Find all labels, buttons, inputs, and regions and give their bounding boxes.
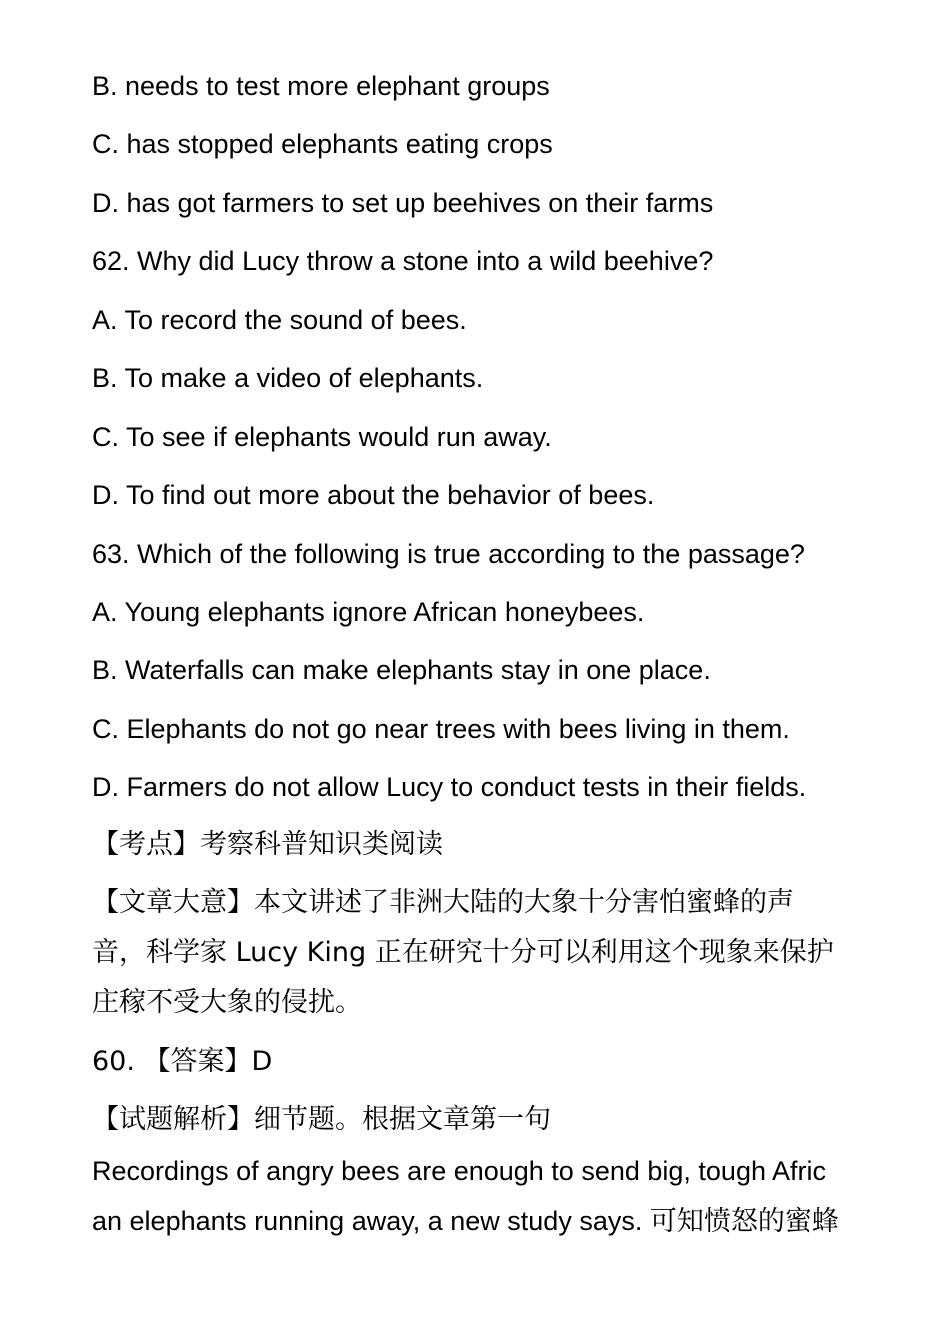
quote-line-2: an elephants running away, a new study says. 可知愤怒的蜜蜂 [92, 1206, 839, 1236]
analysis-heading: 【试题解析】细节题。根据文章第一句 [92, 1104, 551, 1135]
quote-line-1: Recordings of angry bees are enough to send big, tough Afric [92, 1156, 826, 1186]
q62-option-a: A. To record the sound of bees. [92, 305, 467, 335]
q63-option-b: B. Waterfalls can make elephants stay in one place. [92, 655, 711, 685]
q61-option-c: C. has stopped elephants eating crops [92, 129, 553, 159]
question-63: 63. Which of the following is true according to the passage? [92, 539, 805, 569]
q62-option-d: D. To find out more about the behavior of bees. [92, 480, 655, 510]
summary-line-2: 音，科学家 Lucy King 正在研究十分可以利用这个现象来保护 [92, 937, 834, 968]
answer-60: 60. 【答案】D [92, 1046, 273, 1077]
q63-option-a: A. Young elephants ignore African honeybees. [92, 597, 645, 627]
q63-option-d: D. Farmers do not allow Lucy to conduct tests in their fields. [92, 772, 807, 802]
question-62: 62. Why did Lucy throw a stone into a wild beehive? [92, 246, 714, 276]
summary-line-3: 庄稼不受大象的侵扰。 [92, 987, 362, 1018]
q61-option-b: B. needs to test more elephant groups [92, 71, 550, 101]
q62-option-b: B. To make a video of elephants. [92, 363, 484, 393]
q61-option-d: D. has got farmers to set up beehives on their farms [92, 188, 714, 218]
summary-line-1: 【文章大意】本文讲述了非洲大陆的大象十分害怕蜜蜂的声 [92, 887, 794, 918]
kaodian-heading: 【考点】考察科普知识类阅读 [92, 829, 443, 860]
q63-option-c: C. Elephants do not go near trees with bees living in them. [92, 714, 790, 744]
q62-option-c: C. To see if elephants would run away. [92, 422, 552, 452]
